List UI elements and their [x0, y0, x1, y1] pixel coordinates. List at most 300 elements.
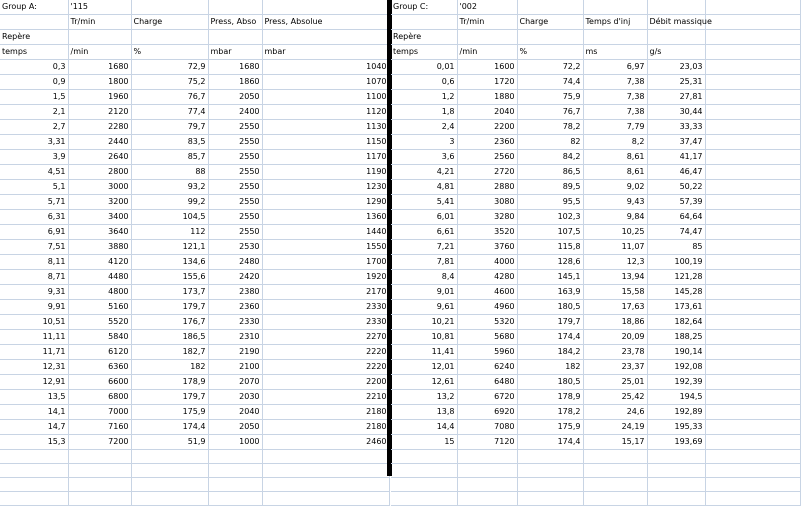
data-cell[interactable]: 155,6 [131, 270, 208, 285]
row-label-cell[interactable]: temps [391, 45, 457, 60]
empty-cell[interactable] [647, 492, 705, 506]
data-cell[interactable]: 195,33 [647, 420, 705, 435]
data-cell[interactable]: 7,38 [583, 75, 647, 90]
empty-cell[interactable] [262, 478, 389, 492]
data-cell[interactable]: 9,02 [583, 180, 647, 195]
empty-cell[interactable] [705, 60, 800, 75]
data-cell[interactable]: 100,19 [647, 255, 705, 270]
data-cell[interactable]: 1190 [262, 165, 389, 180]
data-cell[interactable]: 6,91 [0, 225, 68, 240]
data-cell[interactable]: 13,8 [391, 405, 457, 420]
empty-cell[interactable] [0, 492, 68, 506]
data-cell[interactable]: 182,7 [131, 345, 208, 360]
empty-cell[interactable] [131, 30, 208, 45]
data-cell[interactable]: 3,9 [0, 150, 68, 165]
data-cell[interactable]: 0,9 [0, 75, 68, 90]
data-cell[interactable]: 121,1 [131, 240, 208, 255]
unit-cell[interactable]: % [131, 45, 208, 60]
data-cell[interactable]: 23,03 [647, 60, 705, 75]
data-cell[interactable]: 14,7 [0, 420, 68, 435]
data-cell[interactable]: 1,2 [391, 90, 457, 105]
unit-cell[interactable]: g/s [647, 45, 705, 60]
data-cell[interactable]: 10,81 [391, 330, 457, 345]
data-cell[interactable]: 9,61 [391, 300, 457, 315]
empty-cell[interactable] [131, 464, 208, 478]
data-cell[interactable]: 145,1 [517, 270, 583, 285]
unit-cell[interactable]: mbar [262, 45, 389, 60]
column-header-cell[interactable]: Charge [517, 15, 583, 30]
data-cell[interactable]: 1720 [457, 75, 517, 90]
data-cell[interactable]: 2280 [68, 120, 131, 135]
data-cell[interactable]: 4960 [457, 300, 517, 315]
empty-cell[interactable] [705, 0, 800, 15]
data-cell[interactable]: 8,2 [583, 135, 647, 150]
data-cell[interactable]: 17,63 [583, 300, 647, 315]
data-cell[interactable]: 2100 [208, 360, 262, 375]
column-header-cell[interactable]: Débit massique [647, 15, 705, 30]
unit-cell[interactable]: ms [583, 45, 647, 60]
data-cell[interactable]: 51,9 [131, 435, 208, 450]
empty-cell[interactable] [457, 30, 517, 45]
empty-cell[interactable] [705, 45, 800, 60]
empty-cell[interactable] [68, 450, 131, 464]
data-cell[interactable]: 115,8 [517, 240, 583, 255]
empty-cell[interactable] [68, 464, 131, 478]
data-cell[interactable]: 10,25 [583, 225, 647, 240]
empty-cell[interactable] [705, 90, 800, 105]
data-cell[interactable]: 3080 [457, 195, 517, 210]
data-cell[interactable]: 1100 [262, 90, 389, 105]
data-cell[interactable]: 99,2 [131, 195, 208, 210]
data-cell[interactable]: 10,51 [0, 315, 68, 330]
data-cell[interactable]: 4,21 [391, 165, 457, 180]
data-cell[interactable]: 179,7 [131, 300, 208, 315]
data-cell[interactable]: 88 [131, 165, 208, 180]
data-cell[interactable]: 5840 [68, 330, 131, 345]
data-cell[interactable]: 180,5 [517, 300, 583, 315]
data-cell[interactable]: 1070 [262, 75, 389, 90]
empty-cell[interactable] [647, 0, 705, 15]
empty-cell[interactable] [208, 464, 262, 478]
unit-cell[interactable]: /min [68, 45, 131, 60]
data-cell[interactable]: 1960 [68, 90, 131, 105]
data-cell[interactable]: 173,61 [647, 300, 705, 315]
data-cell[interactable]: 7080 [457, 420, 517, 435]
data-cell[interactable]: 2310 [208, 330, 262, 345]
data-cell[interactable]: 2170 [262, 285, 389, 300]
data-cell[interactable]: 5,71 [0, 195, 68, 210]
empty-cell[interactable] [647, 464, 705, 478]
data-cell[interactable]: 9,91 [0, 300, 68, 315]
data-cell[interactable]: 1290 [262, 195, 389, 210]
empty-cell[interactable] [705, 300, 800, 315]
data-cell[interactable]: 6920 [457, 405, 517, 420]
empty-cell[interactable] [391, 492, 457, 506]
data-cell[interactable]: 2220 [262, 345, 389, 360]
column-header-cell[interactable]: Press, Absolue [262, 15, 389, 30]
data-cell[interactable]: 3520 [457, 225, 517, 240]
empty-cell[interactable] [391, 15, 457, 30]
data-cell[interactable]: 6240 [457, 360, 517, 375]
row-label-cell[interactable]: Repère [0, 30, 68, 45]
data-cell[interactable]: 84,2 [517, 150, 583, 165]
data-cell[interactable]: 7,21 [391, 240, 457, 255]
data-cell[interactable]: 64,64 [647, 210, 705, 225]
data-cell[interactable]: 2360 [457, 135, 517, 150]
data-cell[interactable]: 1170 [262, 150, 389, 165]
group-label-cell[interactable]: Group C: [391, 0, 457, 15]
data-cell[interactable]: 4,51 [0, 165, 68, 180]
empty-cell[interactable] [705, 180, 800, 195]
empty-cell[interactable] [705, 105, 800, 120]
empty-cell[interactable] [705, 135, 800, 150]
data-cell[interactable]: 2640 [68, 150, 131, 165]
data-cell[interactable]: 2440 [68, 135, 131, 150]
data-cell[interactable]: 2330 [262, 315, 389, 330]
empty-cell[interactable] [647, 450, 705, 464]
data-cell[interactable]: 175,9 [517, 420, 583, 435]
data-cell[interactable]: 5960 [457, 345, 517, 360]
data-cell[interactable]: 89,5 [517, 180, 583, 195]
data-cell[interactable]: 2330 [208, 315, 262, 330]
data-cell[interactable]: 163,9 [517, 285, 583, 300]
empty-cell[interactable] [262, 0, 389, 15]
column-header-cell[interactable]: Temps d'inj [583, 15, 647, 30]
empty-cell[interactable] [705, 30, 800, 45]
data-cell[interactable]: 11,07 [583, 240, 647, 255]
data-cell[interactable]: 1440 [262, 225, 389, 240]
empty-cell[interactable] [583, 464, 647, 478]
data-cell[interactable]: 24,19 [583, 420, 647, 435]
column-header-cell[interactable]: Tr/min [457, 15, 517, 30]
data-cell[interactable]: 10,21 [391, 315, 457, 330]
data-cell[interactable]: 5520 [68, 315, 131, 330]
data-cell[interactable]: 11,11 [0, 330, 68, 345]
data-cell[interactable]: 20,09 [583, 330, 647, 345]
data-cell[interactable]: 3760 [457, 240, 517, 255]
data-cell[interactable]: 5,1 [0, 180, 68, 195]
data-cell[interactable]: 95,5 [517, 195, 583, 210]
empty-cell[interactable] [208, 30, 262, 45]
data-cell[interactable]: 24,6 [583, 405, 647, 420]
data-cell[interactable]: 2050 [208, 90, 262, 105]
data-cell[interactable]: 1,5 [0, 90, 68, 105]
data-cell[interactable]: 2530 [208, 240, 262, 255]
empty-cell[interactable] [517, 492, 583, 506]
empty-cell[interactable] [457, 464, 517, 478]
empty-cell[interactable] [705, 390, 800, 405]
data-cell[interactable]: 57,39 [647, 195, 705, 210]
data-cell[interactable]: 178,2 [517, 405, 583, 420]
empty-cell[interactable] [131, 0, 208, 15]
data-cell[interactable]: 12,31 [0, 360, 68, 375]
data-cell[interactable]: 4000 [457, 255, 517, 270]
data-cell[interactable]: 25,31 [647, 75, 705, 90]
data-cell[interactable]: 188,25 [647, 330, 705, 345]
data-cell[interactable]: 93,2 [131, 180, 208, 195]
data-cell[interactable]: 14,4 [391, 420, 457, 435]
data-cell[interactable]: 15 [391, 435, 457, 450]
empty-cell[interactable] [647, 478, 705, 492]
data-cell[interactable]: 0,3 [0, 60, 68, 75]
data-cell[interactable]: 2070 [208, 375, 262, 390]
data-cell[interactable]: 9,01 [391, 285, 457, 300]
empty-cell[interactable] [705, 450, 800, 464]
data-cell[interactable]: 6360 [68, 360, 131, 375]
row-label-cell[interactable]: temps [0, 45, 68, 60]
data-cell[interactable]: 85,7 [131, 150, 208, 165]
data-cell[interactable]: 1000 [208, 435, 262, 450]
data-cell[interactable]: 2330 [262, 300, 389, 315]
data-cell[interactable]: 5320 [457, 315, 517, 330]
data-cell[interactable]: 1680 [208, 60, 262, 75]
data-cell[interactable]: 1120 [262, 105, 389, 120]
data-cell[interactable]: 174,4 [517, 330, 583, 345]
data-cell[interactable]: 6480 [457, 375, 517, 390]
empty-cell[interactable] [208, 0, 262, 15]
data-cell[interactable]: 1,8 [391, 105, 457, 120]
data-cell[interactable]: 6800 [68, 390, 131, 405]
empty-cell[interactable] [262, 464, 389, 478]
data-cell[interactable]: 182 [131, 360, 208, 375]
data-cell[interactable]: 8,11 [0, 255, 68, 270]
data-cell[interactable]: 3 [391, 135, 457, 150]
data-cell[interactable]: 192,08 [647, 360, 705, 375]
data-cell[interactable]: 75,9 [517, 90, 583, 105]
empty-cell[interactable] [705, 405, 800, 420]
group-label-cell[interactable]: Group A: [0, 0, 68, 15]
empty-cell[interactable] [583, 30, 647, 45]
data-cell[interactable]: 25,01 [583, 375, 647, 390]
data-cell[interactable]: 2550 [208, 180, 262, 195]
empty-cell[interactable] [705, 75, 800, 90]
empty-cell[interactable] [705, 315, 800, 330]
data-cell[interactable]: 2030 [208, 390, 262, 405]
empty-cell[interactable] [457, 478, 517, 492]
data-cell[interactable]: 134,6 [131, 255, 208, 270]
empty-cell[interactable] [0, 478, 68, 492]
empty-cell[interactable] [0, 464, 68, 478]
data-cell[interactable]: 12,91 [0, 375, 68, 390]
data-cell[interactable]: 8,71 [0, 270, 68, 285]
data-cell[interactable]: 46,47 [647, 165, 705, 180]
column-header-cell[interactable]: Charge [131, 15, 208, 30]
data-cell[interactable]: 7,81 [391, 255, 457, 270]
empty-cell[interactable] [391, 450, 457, 464]
data-cell[interactable]: 6,61 [391, 225, 457, 240]
data-cell[interactable]: 173,7 [131, 285, 208, 300]
data-cell[interactable]: 7,38 [583, 90, 647, 105]
data-cell[interactable]: 175,9 [131, 405, 208, 420]
data-cell[interactable]: 174,4 [517, 435, 583, 450]
data-cell[interactable]: 6,01 [391, 210, 457, 225]
group-code-cell[interactable]: '115 [68, 0, 131, 15]
data-cell[interactable]: 9,84 [583, 210, 647, 225]
empty-cell[interactable] [705, 120, 800, 135]
data-cell[interactable]: 2210 [262, 390, 389, 405]
data-cell[interactable]: 7160 [68, 420, 131, 435]
empty-cell[interactable] [705, 210, 800, 225]
data-cell[interactable]: 1800 [68, 75, 131, 90]
data-cell[interactable]: 3280 [457, 210, 517, 225]
empty-cell[interactable] [68, 478, 131, 492]
data-cell[interactable]: 79,7 [131, 120, 208, 135]
data-cell[interactable]: 2550 [208, 165, 262, 180]
data-cell[interactable]: 14,1 [0, 405, 68, 420]
data-cell[interactable]: 78,2 [517, 120, 583, 135]
data-cell[interactable]: 85 [647, 240, 705, 255]
empty-cell[interactable] [457, 492, 517, 506]
column-header-cell[interactable]: Tr/min [68, 15, 131, 30]
data-cell[interactable]: 1860 [208, 75, 262, 90]
empty-cell[interactable] [705, 360, 800, 375]
empty-cell[interactable] [517, 0, 583, 15]
data-cell[interactable]: 41,17 [647, 150, 705, 165]
data-cell[interactable]: 2050 [208, 420, 262, 435]
data-cell[interactable]: 12,3 [583, 255, 647, 270]
empty-cell[interactable] [705, 492, 800, 506]
data-cell[interactable]: 1550 [262, 240, 389, 255]
data-cell[interactable]: 4280 [457, 270, 517, 285]
empty-cell[interactable] [705, 478, 800, 492]
data-cell[interactable]: 72,9 [131, 60, 208, 75]
data-cell[interactable]: 13,5 [0, 390, 68, 405]
data-cell[interactable]: 2380 [208, 285, 262, 300]
data-cell[interactable]: 15,17 [583, 435, 647, 450]
unit-cell[interactable]: mbar [208, 45, 262, 60]
data-cell[interactable]: 2200 [457, 120, 517, 135]
unit-cell[interactable]: /min [457, 45, 517, 60]
data-cell[interactable]: 178,9 [131, 375, 208, 390]
data-cell[interactable]: 182 [517, 360, 583, 375]
data-cell[interactable]: 18,86 [583, 315, 647, 330]
data-cell[interactable]: 1230 [262, 180, 389, 195]
data-cell[interactable]: 128,6 [517, 255, 583, 270]
data-cell[interactable]: 37,47 [647, 135, 705, 150]
data-cell[interactable]: 9,31 [0, 285, 68, 300]
data-cell[interactable]: 1880 [457, 90, 517, 105]
data-cell[interactable]: 2190 [208, 345, 262, 360]
data-cell[interactable]: 75,2 [131, 75, 208, 90]
empty-cell[interactable] [705, 15, 800, 30]
data-cell[interactable]: 74,4 [517, 75, 583, 90]
empty-cell[interactable] [705, 255, 800, 270]
data-cell[interactable]: 7,79 [583, 120, 647, 135]
empty-cell[interactable] [705, 345, 800, 360]
data-cell[interactable]: 7120 [457, 435, 517, 450]
data-cell[interactable]: 1360 [262, 210, 389, 225]
empty-cell[interactable] [262, 30, 389, 45]
data-cell[interactable]: 7,51 [0, 240, 68, 255]
data-cell[interactable]: 2,1 [0, 105, 68, 120]
data-cell[interactable]: 13,94 [583, 270, 647, 285]
empty-cell[interactable] [0, 15, 68, 30]
data-cell[interactable]: 4480 [68, 270, 131, 285]
data-cell[interactable]: 184,2 [517, 345, 583, 360]
data-cell[interactable]: 2880 [457, 180, 517, 195]
data-cell[interactable]: 192,89 [647, 405, 705, 420]
unit-cell[interactable]: % [517, 45, 583, 60]
data-cell[interactable]: 107,5 [517, 225, 583, 240]
data-cell[interactable]: 4800 [68, 285, 131, 300]
empty-cell[interactable] [647, 30, 705, 45]
empty-cell[interactable] [705, 435, 800, 450]
data-cell[interactable]: 3000 [68, 180, 131, 195]
data-cell[interactable]: 13,2 [391, 390, 457, 405]
data-cell[interactable]: 15,3 [0, 435, 68, 450]
data-cell[interactable]: 12,01 [391, 360, 457, 375]
data-cell[interactable]: 3400 [68, 210, 131, 225]
data-cell[interactable]: 2550 [208, 150, 262, 165]
empty-cell[interactable] [131, 478, 208, 492]
data-cell[interactable]: 5680 [457, 330, 517, 345]
data-cell[interactable]: 2180 [262, 405, 389, 420]
empty-cell[interactable] [705, 225, 800, 240]
data-cell[interactable]: 11,41 [391, 345, 457, 360]
empty-cell[interactable] [705, 375, 800, 390]
data-cell[interactable]: 102,3 [517, 210, 583, 225]
empty-cell[interactable] [208, 492, 262, 506]
data-cell[interactable]: 9,43 [583, 195, 647, 210]
data-cell[interactable]: 2270 [262, 330, 389, 345]
data-cell[interactable]: 3880 [68, 240, 131, 255]
empty-cell[interactable] [131, 492, 208, 506]
empty-cell[interactable] [705, 240, 800, 255]
data-cell[interactable]: 3640 [68, 225, 131, 240]
data-cell[interactable]: 7,38 [583, 105, 647, 120]
empty-cell[interactable] [705, 165, 800, 180]
group-code-cell[interactable]: '002 [457, 0, 517, 15]
empty-cell[interactable] [517, 464, 583, 478]
data-cell[interactable]: 1600 [457, 60, 517, 75]
empty-cell[interactable] [68, 492, 131, 506]
data-cell[interactable]: 2400 [208, 105, 262, 120]
data-cell[interactable]: 1920 [262, 270, 389, 285]
data-cell[interactable]: 190,14 [647, 345, 705, 360]
data-cell[interactable]: 77,4 [131, 105, 208, 120]
data-cell[interactable]: 33,33 [647, 120, 705, 135]
empty-cell[interactable] [583, 0, 647, 15]
data-cell[interactable]: 3,31 [0, 135, 68, 150]
data-cell[interactable]: 0,6 [391, 75, 457, 90]
empty-cell[interactable] [705, 270, 800, 285]
data-cell[interactable]: 193,69 [647, 435, 705, 450]
data-cell[interactable]: 2480 [208, 255, 262, 270]
data-cell[interactable]: 112 [131, 225, 208, 240]
data-cell[interactable]: 2550 [208, 120, 262, 135]
data-cell[interactable]: 74,47 [647, 225, 705, 240]
empty-cell[interactable] [705, 195, 800, 210]
data-cell[interactable]: 2180 [262, 420, 389, 435]
data-cell[interactable]: 6720 [457, 390, 517, 405]
data-cell[interactable]: 8,61 [583, 150, 647, 165]
empty-cell[interactable] [208, 478, 262, 492]
data-cell[interactable]: 182,64 [647, 315, 705, 330]
data-cell[interactable]: 2040 [457, 105, 517, 120]
data-cell[interactable]: 6,97 [583, 60, 647, 75]
data-cell[interactable]: 12,61 [391, 375, 457, 390]
data-cell[interactable]: 179,7 [131, 390, 208, 405]
data-cell[interactable]: 178,9 [517, 390, 583, 405]
data-cell[interactable]: 2420 [208, 270, 262, 285]
empty-cell[interactable] [705, 330, 800, 345]
data-cell[interactable]: 194,5 [647, 390, 705, 405]
data-cell[interactable]: 180,5 [517, 375, 583, 390]
empty-cell[interactable] [391, 464, 457, 478]
data-cell[interactable]: 30,44 [647, 105, 705, 120]
data-cell[interactable]: 2800 [68, 165, 131, 180]
data-cell[interactable]: 83,5 [131, 135, 208, 150]
